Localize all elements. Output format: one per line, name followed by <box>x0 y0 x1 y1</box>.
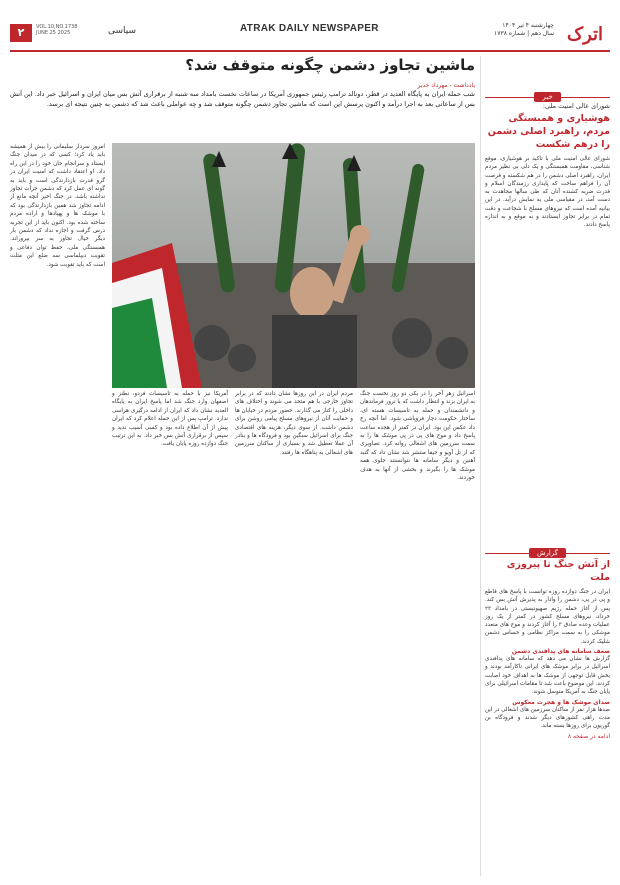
sidebar-report <box>485 540 610 740</box>
paper-name: ATRAK DAILY NEWSPAPER <box>240 23 379 34</box>
paper-logo: اترک <box>566 24 604 45</box>
article-author: یادداشت - مهرداد خدیر <box>417 82 475 89</box>
date-block <box>464 22 554 38</box>
badge-row <box>485 540 610 557</box>
article-column-3: آمریکا نیز با حمله به تاسیسات فردو، نطنز و اصفهان وارد جنگ شد اما پاسخ ایران به پایگاه العدید نشان داد که ایران از ادامه درگیری هراسی ندارد. ترامپ پس از این حمله اعلام کرد که ایران پیش از آن اطلاع داده بود و کسی آسیب ندید و سپس از برقراری آتش بس خبر داد. به این ترتیب جنگ دوازده روزه پایان یافت. <box>112 391 228 448</box>
page-number: ۲ <box>10 24 32 42</box>
badge-row <box>485 84 610 101</box>
sidebar-news <box>485 84 610 230</box>
date-english: JUNE 25 2025 <box>36 30 71 36</box>
report-badge: گزارش <box>529 548 566 558</box>
volume-number: VOL.10,NO.1738 <box>36 24 78 30</box>
article-photo <box>112 143 475 388</box>
report-body-3: صدها هزار نفر از ساکنان سرزمین های اشغالی در این مدت راهی کشورهای دیگر شدند و فرودگاه بن گوریون برای روزها بسته ماند. <box>485 706 610 730</box>
report-subhead-1: ضعف سامانه های پدافندی دشمن <box>511 648 610 656</box>
article-title: ماشین تجاوز دشمن چگونه متوقف شد؟ <box>185 56 475 74</box>
report-body-2: گزارش ها نشان می دهد که سامانه های پدافندی اسرائیل در برابر موشک های ایرانی ناکارآمد بودند و بخش قابل توجهی از موشک ها به اهداف خود اصابت کردند. این موضوع باعث شد تا مقامات اسرائیلی برای پایان جنگ به آمریکا متوسل شوند. <box>485 656 610 696</box>
article-lead: شب حمله ایران به پایگاه العدید در قطر، دونالد ترامپ رئیس جمهوری آمریکا در ساعات نخست بامداد سه شنبه از برقراری آتش بس میان ایران و اسرائیل خبر داد. این آتش بس از ساعاتی بعد به اجرا درآمد و اکنون پرسش این است که ماشین تجاوز دشمن چگونه متوقف شد و چه عواملی باعث شد که دشمن به چنین نتیجه ای برسد. <box>10 90 475 108</box>
header-rule <box>10 50 610 52</box>
news-kicker: شورای عالی امنیت ملی: <box>542 102 610 110</box>
report-body: ایران در جنگ دوازده روزه توانست با پاسخ های قاطع و پی در پی، دشمن را وادار به پذیرش آتش بس کند. پس از آغاز حمله رژیم صهیونیستی در بامداد ۲۳ خرداد، نیروهای مسلح کشور در کمتر از یک روز عملیات وعده صادق ۳ را آغاز کردند و موج های متعدد موشکی را به سمت مراکز نظامی و حساس دشمن شلیک کردند. <box>485 589 610 645</box>
section-name: سیاسی <box>108 26 137 36</box>
volume-info <box>36 24 96 36</box>
column-divider <box>480 56 481 876</box>
article-column-left: امروز سردار سلیمانی را بیش از همیشه باید یاد کرد؛ کسی که در میدان جنگ ایستاد و سرانجام جان خود را در این راه داد. او اعتقاد داشت که امنیت ایران در گرو قدرت بازدارندگی است و باید به گونه ای عمل کرد که دشمن جرأت تجاوز نداشته باشد. در جنگ اخیر آنچه مانع از ادامه تجاوز شد همین بازدارندگی بود که با موشک ها و پهپادها و اراده مردم ساخته شده بود. اکنون باید از این تجربه درس گرفت و اجازه نداد که دشمن بار دیگر خیال تجاوز به سر بپروراند. همبستگی ملی، حفظ توان دفاعی و تقویت دیپلماسی سه ضلع این مثلث است که باید تقویت شود. <box>10 144 105 268</box>
article-column-1: اسرائیل زهر آخر را در یکی دو روز نخست جنگ به ایران بزند و انتظار داشت که با ترور فرماندهان و دانشمندان و حمله به تاسیسات هسته ای، ساختار حکومت دچار فروپاشی شود. اما آنچه رخ داد عکس این بود. ایران در کمتر از هجده ساعت پاسخ داد و موج های پی در پی موشک ها را به سمت سرزمین های اشغالی روانه کرد. تصاویری که از تل آویو و حیفا منتشر شد نشان داد که گنبد آهنین و دیگر سامانه ها نتوانستند جلوی همه موشک ها را بگیرند و بخشی از آنها به هدف خوردند. <box>360 391 475 482</box>
article-column-2: مردم ایران در این روزها نشان دادند که در برابر تجاوز خارجی با هم متحد می شوند و اختلاف های داخلی را کنار می گذارند. حضور مردم در خیابان ها و حمایت آنان از نیروهای مسلح پیامی روشن برای دشمن داشت. از سوی دیگر، هزینه های اقتصادی جنگ برای اسرائیل سنگین بود و فرودگاه ها و بنادر آن عملا تعطیل شد و بسیاری از ساکنان سرزمین های اشغالی به پناهگاه ها رفتند. <box>235 391 353 456</box>
news-body: شورای عالی امنیت ملی با تاکید بر هوشیاری، موقع شناسی، مقاومت همبستگی و یک دلی بی نظیر مردم ایران، راهبرد اصلی دشمن را در هم شکسته و فرصت آن را فراهم ساخت که پایداری رزمندگان اسلام و قدرت ضربه کشنده آنان که طی سالها مجاهدت به دست آمد، در مقیاسی ملی به نمایش درآید. در این بیانیه آمده است که نیروهای مسلح با شجاعت و دقت تمام در برابر تجاوز ایستادند و به موقع و به اندازه پاسخ دادند. <box>485 156 610 229</box>
news-badge: خبر <box>534 92 560 102</box>
report-headline: از آتش جنگ تا پیروزی ملت <box>506 559 610 583</box>
news-headline: هوشیاری و همبستگی مردم، راهبرد اصلی دشمن را درهم شکست <box>487 113 610 150</box>
report-subhead-2: صدای موشک ها و هجرت معکوس <box>512 698 610 706</box>
protest-photo-illustration <box>112 143 475 388</box>
date-persian: چهارشنبه ۴ تیر ۱۴۰۴ <box>502 22 554 29</box>
continued-link[interactable]: ادامه در صفحه ۸ <box>567 733 610 741</box>
edition-info: سال دهم | شماره ۱۷۳۸ <box>494 30 554 37</box>
masthead <box>0 0 620 52</box>
